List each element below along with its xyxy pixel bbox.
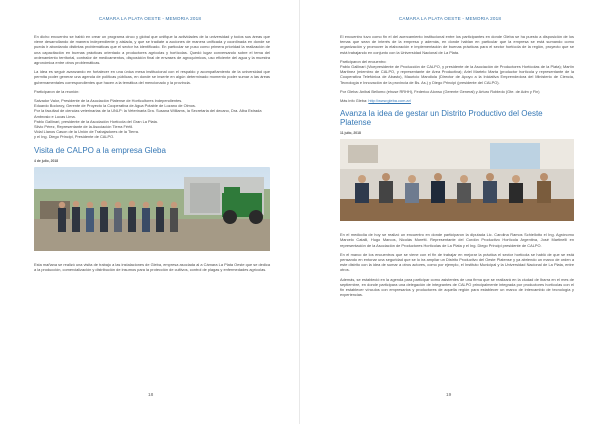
paragraph: Además, se estableció en la agenda para participar como asistentes de una firma que se realizará en la ciudad de Ibarra en el mes de septiembre, en donde participara una delegación de integrantes de CALPO principalmente integrada por productores hortícolas con el fin establecer vínculos con empresarios y productores de aquella región para establecer un marco de intercambio de tecnología y experiencias. bbox=[340, 276, 574, 298]
page-header: CAMARA LA PLATA OESTE - MEMORIA 2018 bbox=[98, 16, 202, 21]
list-item: Pablo Gallinari, presidente de la Asociación Hortícola del Gran La Plata. bbox=[34, 118, 158, 124]
list-item: Salvador Valor, Presidente de la Asociación Platense de Horticultores Independientes. bbox=[34, 98, 183, 104]
article-date: 11 julio, 2018 bbox=[340, 131, 361, 136]
section-title: Avanza la idea de gestar un Distrito Productivo del Oeste Platense bbox=[340, 109, 543, 128]
paragraph: En el marco de los encuentros que se viene con el fin de trabajar en mejorar la práctica el sector hortícola se habló de que se está pensando en entonar una seguridad que se lo ira ampliar un Distrito Productivo del Oeste Platense y ya abriendo un marco de orden a este distrito con la idea de sumar a otros actores, como por ejemplo, el Instituto Municipal y la Universidad Nacional de La Plata, entre otros. bbox=[340, 251, 574, 273]
page-right bbox=[300, 0, 600, 424]
list-item: Vidal Llanos Cason de la Unión de Trabajadores de la Tierra. bbox=[34, 129, 140, 135]
page-number: 18 bbox=[148, 393, 154, 398]
list-item: Por la facultad de ciencias veterinarias de la UNLP: la Veterinaria Dra. Susana Williams, la Secretaria del decano, Dra. Alba Estrada Ambrosio e Lucas Lima. bbox=[34, 108, 262, 119]
paragraph: Por Gleba: Anibal Bellomo (ehuse RRHH), Federico Alonso (Gerente General) y Arturo Robledo (Gte. de Adm y Fin) bbox=[340, 88, 540, 94]
more-info-label: Más info Gleba: bbox=[340, 98, 368, 104]
section-title: Visita de CALPO a la empresa Gleba bbox=[34, 145, 166, 155]
list-item: Silvio Pérez, Representante de la Asociación Tierra Fértil. bbox=[34, 124, 134, 130]
list-item: y el Ing. Diego Principi, Presidente de CALPO. bbox=[34, 134, 115, 140]
participants-intro: Participaron del encuentro: bbox=[340, 58, 387, 64]
attendee-list bbox=[34, 98, 270, 140]
page-number: 19 bbox=[446, 393, 452, 398]
paragraph: En dicho encuentro se habló en crear un programa cinco y global que unifique la actividades de la universidad y todos sus áreas que viene desarrollando de manera independiente y aislada, y que se tradiate a acciones de manera unificada y coordinada en donde se pueda ir abordando distintas problemáticas que el sector ha identificado. En particular se puso como primera prioridad la realización de una capacitación en buenas prácticas orientado a productores agrícolas y hortícolas. Quedó lugar conversando sobre el tema del ordenamiento territorial, contralor de medicamentos, disposición final de envases de agroquímicos, uso eficiente del agua y la muestra agronómica entre otros problemáticas. bbox=[34, 34, 270, 66]
article-date: 4 de julio, 2018 bbox=[34, 158, 59, 163]
meeting-photo bbox=[340, 139, 574, 226]
list-item: Eduardo Bodoroy, Gerente de Proyecto la Cooperativa de Agua Potable de Lozano de Olmos. bbox=[34, 103, 196, 109]
paragraph: En el mediodía de hoy se realizó un encuentro en donde participaron la diputada Lic. Carolina Ramos Schiellotto el Ing. Agrónomo Marcelo Catalli, Hugo Marcos, Nicolás Moretti. Representante del Cordón Productivo Hortícola Argentina, José Martinelli en representación de la Asociación de Productores Hortícolas de La Plata y el Ing. Diego Principi presidente de CALPO. bbox=[340, 232, 574, 248]
paragraph: El encuentro tuvo como fin el del acercamiento institucional entre los participantes en donde Gleba se ha puesto a disposición de los temas que sean de interés de la empresa y además, en donde hablan en particular que la empresa se está sumando como organización y promover la elaboración e implementación de buenas prácticas para el sector hortícola de la región, proyecto que se está trabajando en conjunto con la Universidad Nacional de La Plata. bbox=[340, 34, 574, 55]
paragraph: La idea es seguir avanzando en fortalecer en una única mesa institucional con el respaldo y acompañamiento de la universidad que permita poder generar una agenda de políticas públicas, en donde se inserte en algún determinado momento poder sumar a las áreas gubernamentales correspondientes que hacen a la temática del mencionado y la provincia. bbox=[34, 69, 270, 85]
gleba-group-photo bbox=[34, 167, 270, 256]
page-header: CAMARA LA PLATA OESTE - MEMORIA 2018 bbox=[398, 16, 502, 21]
group-photo-image bbox=[34, 167, 270, 251]
more-info-line bbox=[340, 98, 574, 103]
paragraph: Esta mañana se realizó una visita de trabajo a las instalaciones de Gleba, empresa asociada al a Cámara La Plata Oeste que se dedica a la producción, comercialización y distribución de insumos para la protección de cultivos, control de plagas y enfermedades agrícolas. bbox=[34, 261, 270, 272]
attendees-intro: Participaron de la reunión: bbox=[34, 88, 80, 94]
meeting-photo-image bbox=[340, 139, 574, 221]
gleba-link[interactable]: http://www.gleba.com.ar/ bbox=[368, 98, 411, 104]
paragraph: Pablo Gallinari (Vicepresidente de Producción de CALPO, y presidente de la Asociación de Productores Hortícolas de la Plata); Martín Martínez (miembro de CALPO, y representante de Area Productiva); Ariel Martelo Marta (productor hortícola y representante de la Cooperativa Telefónica de Abasto), Mauricio Mandiola (Director de Apoyo a la Iniciativa Emprendedora del Ministerio de Ciencia, Tecnología e Innovación de la provincia de Bs. As.) y Diego Principi (presidente del CALPO). bbox=[340, 64, 574, 85]
